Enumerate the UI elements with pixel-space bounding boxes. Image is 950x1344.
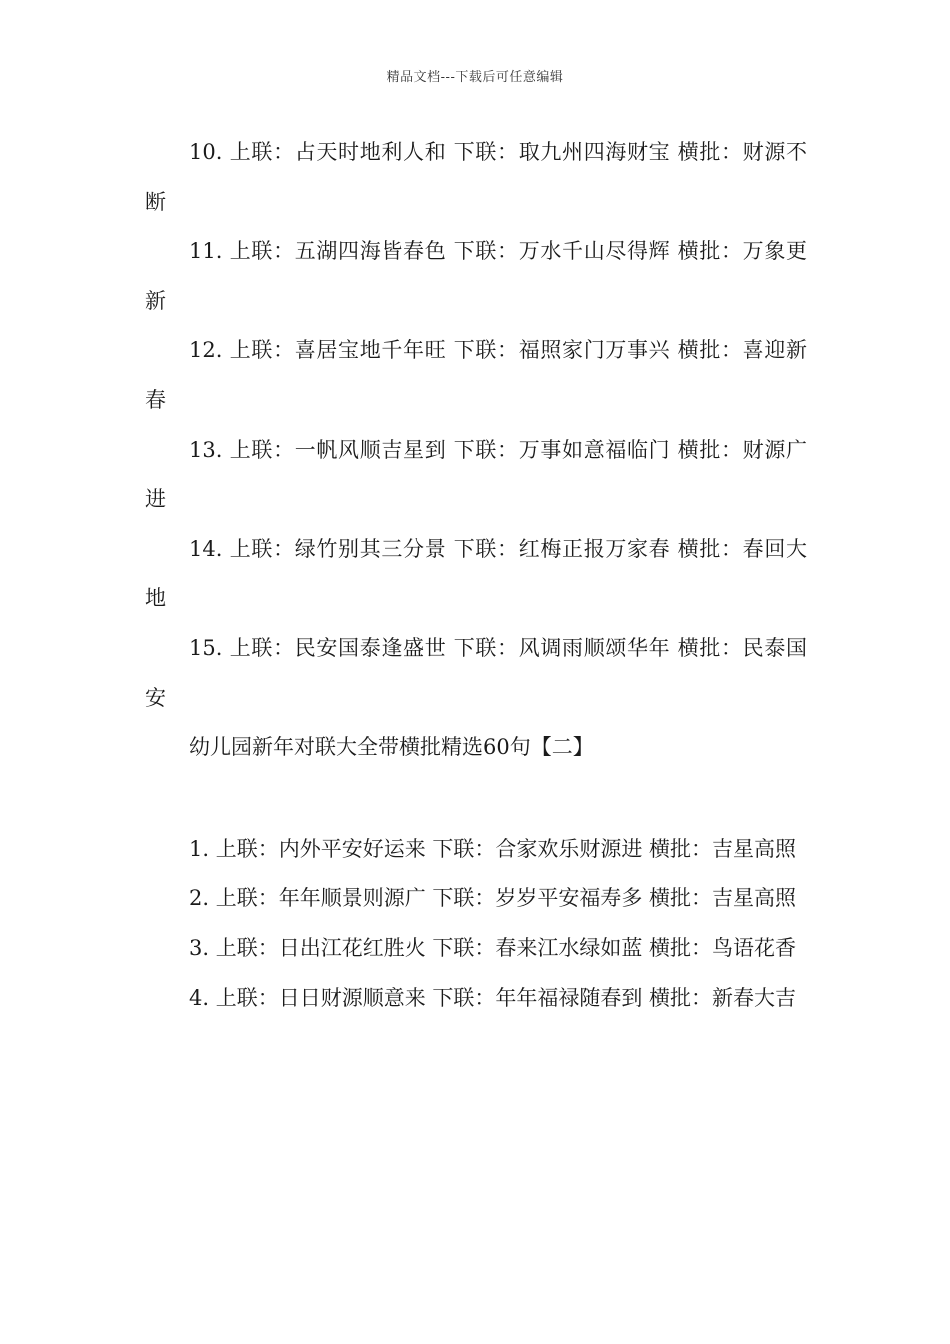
- couplet-item: 4. 上联：日日财源顺意来 下联：年年福禄随春到 横批：新春大吉: [189, 985, 797, 1010]
- couplet-item: 14. 上联：绿竹别其三分景 下联：红梅正报万家春 横批：春回大地: [145, 536, 807, 611]
- couplet-item: 11. 上联：五湖四海皆春色 下联：万水千山尽得辉 横批：万象更新: [145, 239, 807, 313]
- section-heading: 幼儿园新年对联大全带横批精选60句【二】: [189, 735, 594, 760]
- section-spacer: [145, 773, 807, 825]
- couplet-item: 10. 上联：占天时地利人和 下联：取九州四海财宝 横批：财源不断: [145, 140, 807, 214]
- page-header: 精品文档---下载后可任意编辑: [386, 70, 564, 85]
- couplet-item: 2. 上联：年年顺景则源广 下联：岁岁平安福寿多 横批：吉星高照: [189, 886, 797, 911]
- couplet-item: 12. 上联：喜居宝地千年旺 下联：福照家门万事兴 横批：喜迎新春: [145, 338, 807, 412]
- couplet-item: 3. 上联：日出江花红胜火 下联：春来江水绿如蓝 横批：鸟语花香: [189, 935, 797, 960]
- couplet-item: 15. 上联：民安国泰逢盛世 下联：风调雨顺颂华年 横批：民泰国安: [145, 635, 807, 710]
- couplet-item: 13. 上联：一帆风顺吉星到 下联：万事如意福临门 横批：财源广进: [145, 437, 807, 512]
- couplet-item: 1. 上联：内外平安好运来 下联：合家欢乐财源进 横批：吉星高照: [189, 836, 797, 861]
- document-body: [145, 128, 807, 1023]
